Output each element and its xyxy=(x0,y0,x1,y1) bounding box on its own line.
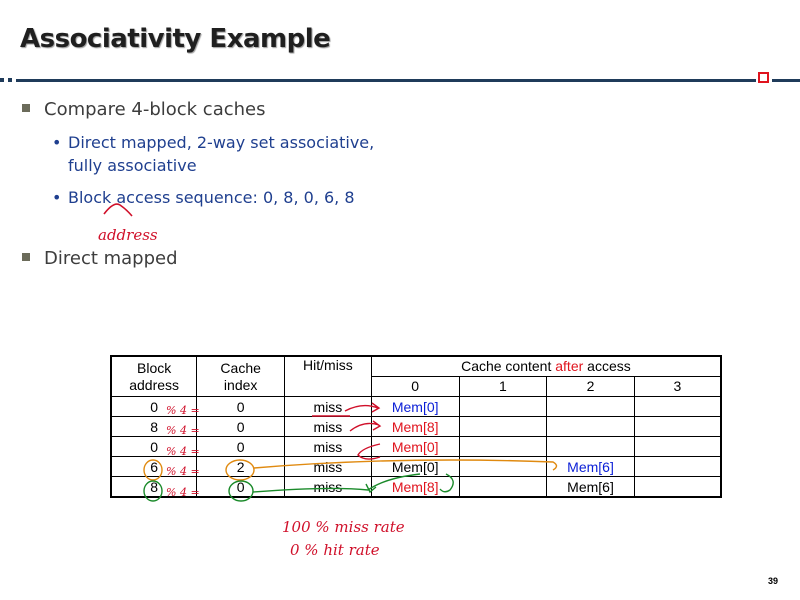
corner-red-square-icon xyxy=(758,72,769,83)
cell-block: 8 xyxy=(111,477,197,498)
table-header-row xyxy=(111,356,721,377)
sub-bullet-line1: Direct mapped, 2-way set associative, xyxy=(68,133,375,152)
cell-index: 0 xyxy=(197,437,285,457)
cell-content-1 xyxy=(459,417,547,437)
cell-content-2: Mem[6] xyxy=(547,477,635,498)
header-cache-content xyxy=(371,356,721,377)
sub-bullet-sequence xyxy=(52,186,355,209)
table-row xyxy=(111,477,721,498)
header-block-address xyxy=(111,356,197,397)
cell-content-0: Mem[0] xyxy=(371,397,459,417)
col-header-0: 0 xyxy=(371,377,459,397)
cell-content-1 xyxy=(459,437,547,457)
cell-content-2 xyxy=(547,437,635,457)
mod-note-row4: % 4 = xyxy=(166,465,200,478)
slide-title: Associativity Example xyxy=(20,24,331,54)
sub-bullet-sequence-text: Block access sequence: 0, 8, 0, 6, 8 xyxy=(68,188,355,207)
header-content-suffix: access xyxy=(583,358,631,374)
cell-result: miss xyxy=(285,397,372,417)
table-row xyxy=(111,417,721,437)
cell-content-2: Mem[6] xyxy=(547,457,635,477)
cell-content-3 xyxy=(634,417,721,437)
cell-index: 0 xyxy=(197,477,285,498)
square-bullet-icon xyxy=(22,253,30,261)
cell-result: miss xyxy=(285,457,372,477)
cell-content-0: Mem[0] xyxy=(371,457,459,477)
cell-block: 6 xyxy=(111,457,197,477)
col-header-1: 1 xyxy=(459,377,547,397)
mod-note-row1: % 4 = xyxy=(166,404,200,417)
cell-content-1 xyxy=(459,457,547,477)
cell-content-0: Mem[8] xyxy=(371,477,459,498)
cell-content-0: Mem[0] xyxy=(371,437,459,457)
hit-rate-note: 0 % hit rate xyxy=(290,541,380,559)
cell-content-3 xyxy=(634,457,721,477)
cell-block: 0 xyxy=(111,437,197,457)
header-index-line1: Cache xyxy=(220,359,261,376)
cell-content-0: Mem[8] xyxy=(371,417,459,437)
cell-content-1 xyxy=(459,397,547,417)
table-row xyxy=(111,437,721,457)
square-bullet-icon xyxy=(22,104,30,112)
table-row xyxy=(111,457,721,477)
cell-index: 0 xyxy=(197,417,285,437)
bullet-compare-text: Compare 4-block caches xyxy=(44,99,266,120)
cell-block: 0 xyxy=(111,397,197,417)
page-number: 39 xyxy=(768,576,779,586)
title-rule xyxy=(0,78,800,82)
miss-rate-note: 100 % miss rate xyxy=(282,518,405,536)
cell-result: miss xyxy=(285,417,372,437)
cell-content-3 xyxy=(634,437,721,457)
mod-note-row2: % 4 = xyxy=(166,424,200,437)
cell-block: 8 xyxy=(111,417,197,437)
mod-note-row5: % 4 = xyxy=(166,486,200,499)
col-header-3: 3 xyxy=(634,377,721,397)
dot-bullet-icon: • xyxy=(52,133,62,152)
header-block-line2: address xyxy=(129,376,180,393)
cache-table xyxy=(110,355,722,498)
cell-content-2 xyxy=(547,397,635,417)
col-header-2: 2 xyxy=(547,377,635,397)
cell-result: miss xyxy=(285,477,372,498)
cell-index: 0 xyxy=(197,397,285,417)
table-row xyxy=(111,397,721,417)
header-hit-miss: Hit/miss xyxy=(285,356,372,397)
cell-content-1 xyxy=(459,477,547,498)
cell-result: miss xyxy=(285,437,372,457)
bullet-direct-mapped xyxy=(22,248,178,269)
cell-content-3 xyxy=(634,477,721,498)
cell-content-3 xyxy=(634,397,721,417)
dot-bullet-icon: • xyxy=(52,188,62,207)
sub-bullet-line2: fully associative xyxy=(68,156,197,175)
header-cache-index xyxy=(197,356,285,397)
mod-note-row3: % 4 = xyxy=(166,445,200,458)
bullet-compare xyxy=(22,99,265,120)
address-note: address xyxy=(98,226,158,244)
sub-bullet-cache-types xyxy=(52,131,374,177)
header-content-prefix: Cache content xyxy=(461,358,556,374)
cell-index: 2 xyxy=(197,457,285,477)
bullet-direct-mapped-text: Direct mapped xyxy=(44,248,178,269)
header-block-line1: Block xyxy=(137,359,172,376)
cell-content-2 xyxy=(547,417,635,437)
header-content-after: after xyxy=(555,358,584,374)
header-index-line2: index xyxy=(223,376,258,393)
